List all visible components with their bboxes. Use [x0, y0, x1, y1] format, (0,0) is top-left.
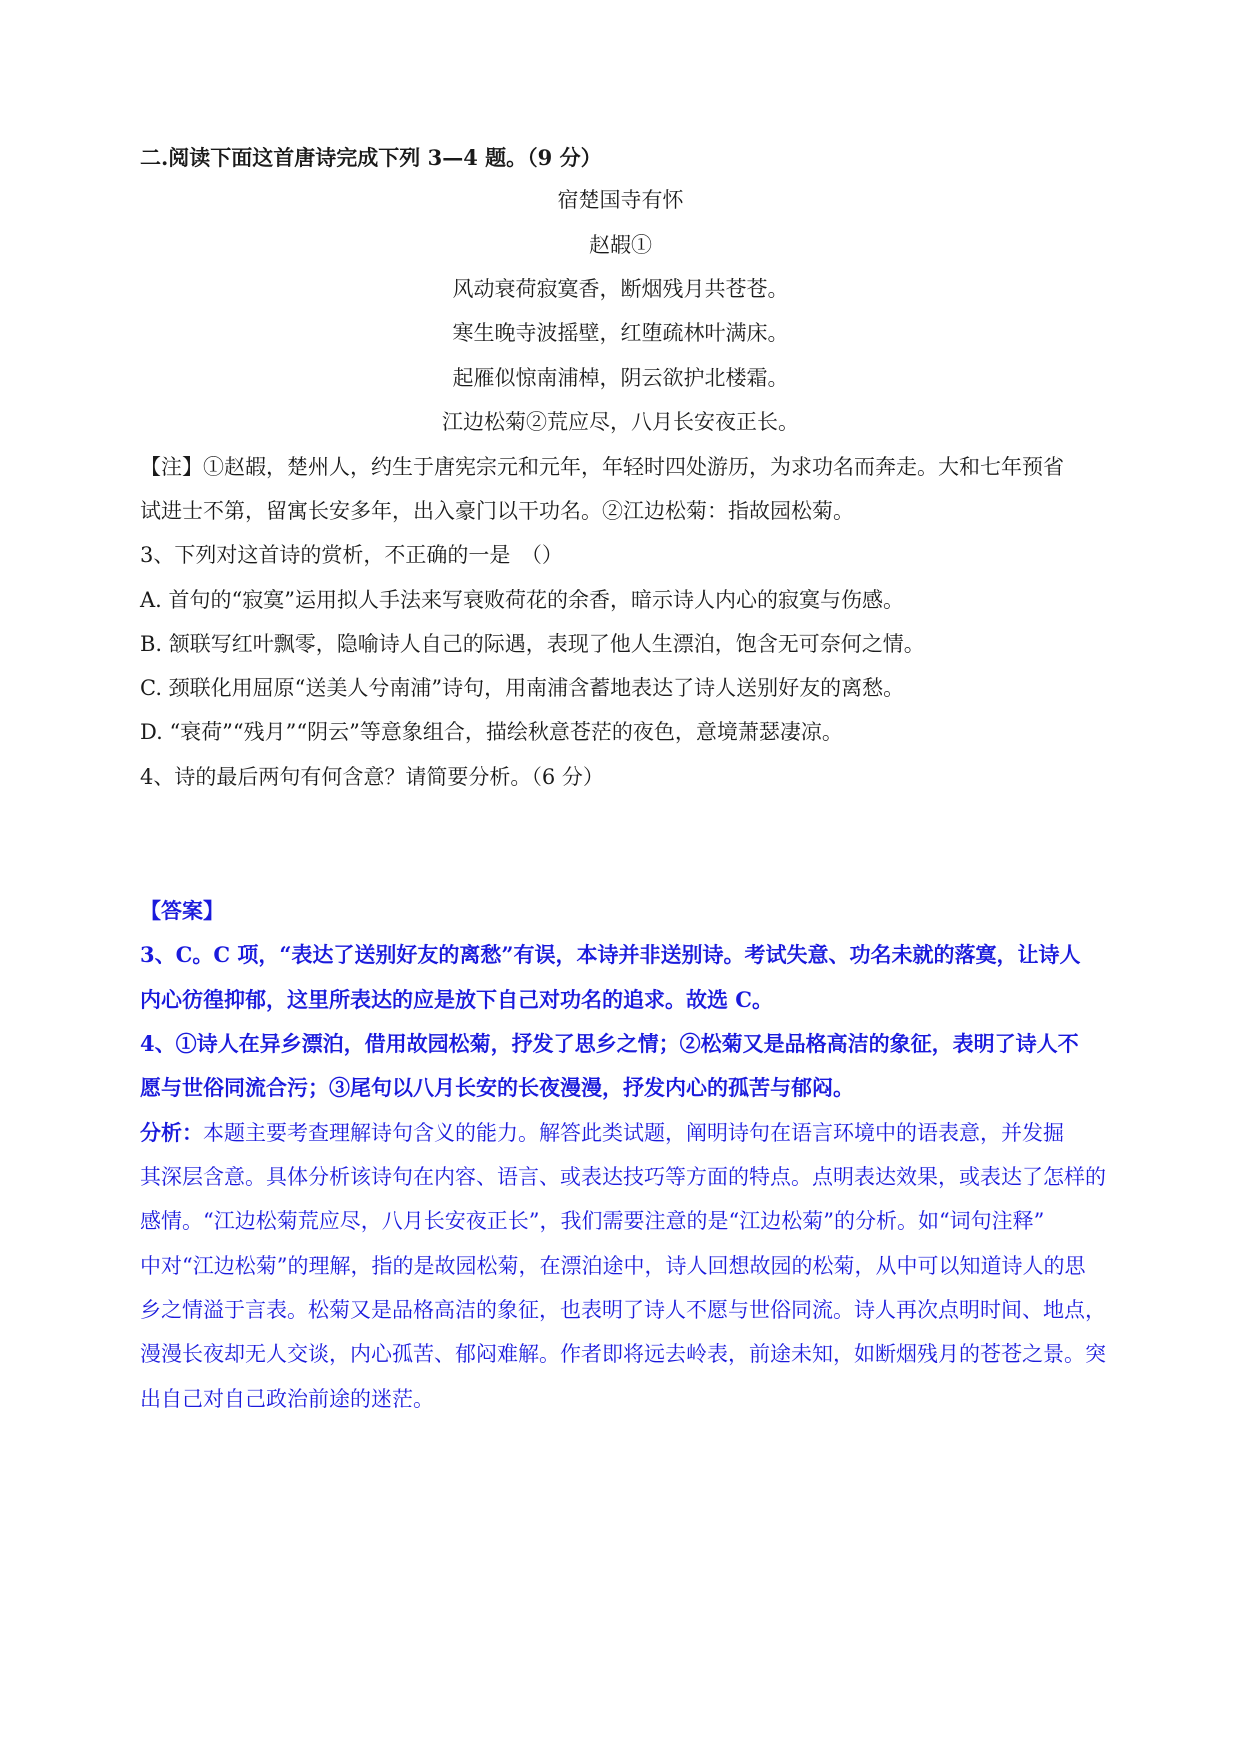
poem-title: 宿楚国寺有怀 [557, 188, 684, 212]
analysis-line: 感情。“江边松菊荒应尽，八月长安夜正长”，我们需要注意的是“江边松菊”的分析。如“词句注释” [140, 1209, 1045, 1233]
answer-heading: 【答案】 [140, 898, 224, 923]
option-b: B. 颔联写红叶飘零，隐喻诗人自己的际遇，表现了他人生漂泊，饱含无可奈何之情。 [140, 632, 925, 656]
question-3-stem: 3、下列对这首诗的赏析，不正确的一是 （） [140, 543, 563, 567]
answer-3-line: 内心彷徨抑郁，这里所表达的应是放下自己对功名的追求。故选 C。 [140, 987, 774, 1012]
analysis-first-line [140, 1118, 1064, 1148]
analysis-line: 中对“江边松菊”的理解，指的是故园松菊，在漂泊途中，诗人回想故园的松菊，从中可以知道诗人的思 [140, 1254, 1086, 1278]
option-c: C. 颈联化用屈原“送美人兮南浦”诗句，用南浦含蓄地表达了诗人送别好友的离愁。 [140, 676, 905, 700]
answer-3-line: 3、C。C 项，“表达了送别好友的离愁”有误，本诗并非送别诗。考试失意、功名未就的落寞，让诗人 [140, 942, 1081, 967]
analysis-line: 出自己对自己政治前途的迷茫。 [140, 1387, 434, 1411]
analysis-line: 其深层含意。具体分析该诗句在内容、语言、或表达技巧等方面的特点。点明表达效果，或表达了怎样的 [140, 1165, 1106, 1189]
answer-4-line: 愿与世俗同流合污；③尾句以八月长安的长夜漫漫，抒发内心的孤苦与郁闷。 [140, 1075, 854, 1100]
note-line: 试进士不第，留寓长安多年，出入豪门以干功名。②江边松菊：指故园松菊。 [140, 499, 854, 523]
question-4-stem: 4、诗的最后两句有何含意？请简要分析。（6 分） [140, 765, 604, 789]
note-line: 【注】①赵嘏，楚州人，约生于唐宪宗元和元年，年轻时四处游历，为求功名而奔走。大和七年预省 [140, 455, 1064, 479]
poem-line: 江边松菊②荒应尽，八月长安夜正长。 [442, 410, 799, 434]
option-a: A. 首句的“寂寞”运用拟人手法来写衰败荷花的余香，暗示诗人内心的寂寞与伤感。 [140, 588, 904, 612]
answer-4-line: 4、①诗人在异乡漂泊，借用故园松菊，抒发了思乡之情；②松菊又是品格高洁的象征，表明了诗人不 [140, 1031, 1079, 1056]
poem-line: 起雁似惊南浦棹，阴云欲护北楼霜。 [452, 366, 789, 390]
analysis-line: 乡之情溢于言表。松菊又是品格高洁的象征，也表明了诗人不愿与世俗同流。诗人再次点明时间、地点， [140, 1298, 1106, 1322]
section-heading: 二.阅读下面这首唐诗完成下列 3—4 题。（9 分） [140, 145, 602, 170]
analysis-label: 分析： [140, 1120, 203, 1145]
poem-author: 赵嘏① [589, 233, 652, 257]
poem-line: 寒生晚寺波摇壁，红堕疏林叶满床。 [452, 321, 789, 345]
option-d: D. “衰荷”“残月”“阴云”等意象组合，描绘秋意苍茫的夜色，意境萧瑟凄凉。 [140, 720, 843, 744]
analysis-text: 本题主要考查理解诗句含义的能力。解答此类试题，阐明诗句在语言环境中的语表意，并发掘 [203, 1121, 1064, 1145]
analysis-line: 漫漫长夜却无人交谈，内心孤苦、郁闷难解。作者即将远去岭表，前途未知，如断烟残月的苍苍之景。突 [140, 1342, 1106, 1366]
poem-line: 风动衰荷寂寞香，断烟残月共苍苍。 [452, 277, 789, 301]
